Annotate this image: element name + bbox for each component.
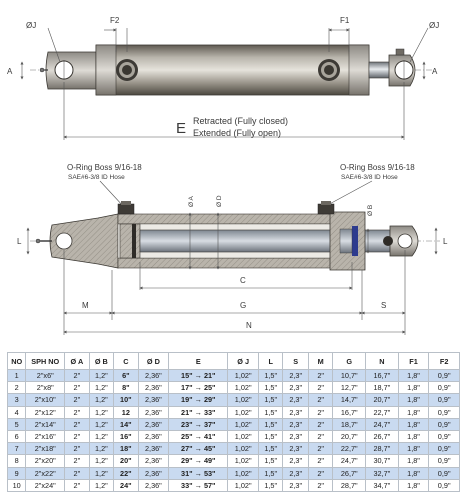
table-cell: 16" bbox=[114, 430, 138, 442]
table-cell: 1,8" bbox=[398, 394, 429, 406]
table-cell: 2,3" bbox=[283, 443, 309, 455]
table-cell: 0,9" bbox=[429, 370, 460, 382]
table-cell: 25" → 41" bbox=[169, 430, 228, 442]
table-cell: 29" → 49" bbox=[169, 455, 228, 467]
table-cell: 8" bbox=[114, 382, 138, 394]
table-cell: 2" bbox=[308, 455, 332, 467]
table-cell: 1,5" bbox=[258, 382, 282, 394]
header-cell: Ø D bbox=[138, 353, 169, 370]
table-cell: 28,7" bbox=[333, 479, 366, 491]
table-cell: 1,2" bbox=[89, 455, 113, 467]
table-cell: 2,36" bbox=[138, 370, 169, 382]
table-cell: 1,8" bbox=[398, 479, 429, 491]
table-cell: 1,2" bbox=[89, 443, 113, 455]
dim-a-right: A bbox=[432, 67, 438, 76]
table-cell: 2,3" bbox=[283, 430, 309, 442]
table-row bbox=[8, 394, 460, 406]
table-cell: 24,7" bbox=[366, 418, 399, 430]
top-view bbox=[7, 16, 439, 140]
header-cell: Ø J bbox=[228, 353, 259, 370]
extended-label: Extended (Fully open) bbox=[193, 128, 282, 138]
table-cell: 0,9" bbox=[429, 382, 460, 394]
header-cell: E bbox=[169, 353, 228, 370]
table-cell: 0,9" bbox=[429, 467, 460, 479]
table-cell: 2" bbox=[308, 370, 332, 382]
table-cell: 1,02" bbox=[228, 467, 259, 479]
table-cell: 1,8" bbox=[398, 406, 429, 418]
header-cell: G bbox=[333, 353, 366, 370]
table-cell: 34,7" bbox=[366, 479, 399, 491]
table-cell: 1,02" bbox=[228, 430, 259, 442]
table-cell: 2" bbox=[65, 430, 89, 442]
table-cell: 0,9" bbox=[429, 455, 460, 467]
table-cell: 1,2" bbox=[89, 430, 113, 442]
header-cell: N bbox=[366, 353, 399, 370]
table-cell: 1,5" bbox=[258, 467, 282, 479]
table-cell: 0,9" bbox=[429, 406, 460, 418]
table-cell: 3 bbox=[8, 394, 26, 406]
table-cell: 2" bbox=[308, 443, 332, 455]
table-cell: 1,02" bbox=[228, 406, 259, 418]
table-row bbox=[8, 418, 460, 430]
table-cell: 5 bbox=[8, 418, 26, 430]
table-cell: 4 bbox=[8, 406, 26, 418]
table-cell: 2"x8" bbox=[26, 382, 65, 394]
table-cell: 19" → 29" bbox=[169, 394, 228, 406]
table-cell: 2" bbox=[308, 430, 332, 442]
dim-phi-j-left: ØJ bbox=[26, 21, 37, 30]
table-row bbox=[8, 382, 460, 394]
header-cell: F2 bbox=[429, 353, 460, 370]
table-cell: 1,02" bbox=[228, 443, 259, 455]
table-cell: 2,36" bbox=[138, 406, 169, 418]
dim-s: S bbox=[381, 301, 387, 310]
table-cell: 2" bbox=[65, 406, 89, 418]
header-cell: S bbox=[283, 353, 309, 370]
table-cell: 1,5" bbox=[258, 370, 282, 382]
table-cell: 7 bbox=[8, 443, 26, 455]
dim-f1: F1 bbox=[340, 16, 350, 25]
table-cell: 1,8" bbox=[398, 382, 429, 394]
table-cell: 2" bbox=[65, 479, 89, 491]
table-cell: 2" bbox=[308, 479, 332, 491]
table-cell: 1,02" bbox=[228, 394, 259, 406]
table-cell: 16,7" bbox=[333, 406, 366, 418]
table-cell: 1,8" bbox=[398, 418, 429, 430]
table-cell: 2,36" bbox=[138, 443, 169, 455]
table-cell: 2,3" bbox=[283, 479, 309, 491]
table-cell: 2" bbox=[308, 467, 332, 479]
table-cell: 22" bbox=[114, 467, 138, 479]
table-cell: 1,02" bbox=[228, 370, 259, 382]
table-cell: 1,5" bbox=[258, 418, 282, 430]
table-cell: 1,2" bbox=[89, 418, 113, 430]
table-cell: 0,9" bbox=[429, 418, 460, 430]
table-cell: 2"x20" bbox=[26, 455, 65, 467]
section-port-right bbox=[318, 204, 334, 214]
table-cell: 30,7" bbox=[366, 455, 399, 467]
dim-l-left: L bbox=[17, 237, 22, 246]
dim-g: G bbox=[240, 301, 247, 310]
dim-phi-d: Ø D bbox=[216, 195, 223, 207]
header-cell: NO bbox=[8, 353, 26, 370]
table-cell: 18,7" bbox=[366, 382, 399, 394]
table-cell: 2" bbox=[65, 443, 89, 455]
table-cell: 1,5" bbox=[258, 443, 282, 455]
table-cell: 20" bbox=[114, 455, 138, 467]
header-cell: SPH NO bbox=[26, 353, 65, 370]
table-cell: 1,8" bbox=[398, 430, 429, 442]
table-cell: 2"x12" bbox=[26, 406, 65, 418]
table-cell: 2"x16" bbox=[26, 430, 65, 442]
table-row bbox=[8, 479, 460, 491]
dim-c: C bbox=[240, 276, 246, 285]
table-cell: 16,7" bbox=[366, 370, 399, 382]
table-cell: 1,2" bbox=[89, 467, 113, 479]
table-cell: 22,7" bbox=[366, 406, 399, 418]
table-cell: 1,2" bbox=[89, 382, 113, 394]
table-cell: 20,7" bbox=[366, 394, 399, 406]
table-cell: 24" bbox=[114, 479, 138, 491]
table-cell: 6" bbox=[114, 370, 138, 382]
section-view bbox=[17, 163, 448, 335]
table-cell: 26,7" bbox=[366, 430, 399, 442]
table-cell: 2,36" bbox=[138, 479, 169, 491]
table-cell: 15" → 21" bbox=[169, 370, 228, 382]
table-cell: 1,5" bbox=[258, 394, 282, 406]
port-right-title: O-Ring Boss 9/16-18 bbox=[340, 163, 415, 172]
spec-table bbox=[7, 352, 460, 492]
header-cell: Ø B bbox=[89, 353, 113, 370]
table-cell: 1,02" bbox=[228, 455, 259, 467]
table-cell: 2" bbox=[308, 394, 332, 406]
table-cell: 12,7" bbox=[333, 382, 366, 394]
table-cell: 2" bbox=[65, 455, 89, 467]
table-cell: 2"x22" bbox=[26, 467, 65, 479]
table-cell: 10,7" bbox=[333, 370, 366, 382]
port-left bbox=[116, 59, 138, 81]
port-right-sub: SAE#6-3/8 ID Hose bbox=[341, 174, 398, 181]
table-cell: 2"x10" bbox=[26, 394, 65, 406]
table-cell: 2,3" bbox=[283, 370, 309, 382]
header-cell: Ø A bbox=[65, 353, 89, 370]
table-cell: 1,8" bbox=[398, 455, 429, 467]
table-cell: 14" bbox=[114, 418, 138, 430]
table-cell: 9 bbox=[8, 467, 26, 479]
table-cell: 2,3" bbox=[283, 406, 309, 418]
table-cell: 2,3" bbox=[283, 382, 309, 394]
table-cell: 2,36" bbox=[138, 382, 169, 394]
table-cell: 21" → 33" bbox=[169, 406, 228, 418]
table-cell: 2,36" bbox=[138, 430, 169, 442]
dim-f2: F2 bbox=[110, 16, 120, 25]
table-cell: 2,36" bbox=[138, 394, 169, 406]
table-cell: 1,5" bbox=[258, 406, 282, 418]
dim-phi-b: Ø B bbox=[367, 204, 374, 216]
table-cell: 2,36" bbox=[138, 455, 169, 467]
table-cell: 1,02" bbox=[228, 382, 259, 394]
table-cell: 2" bbox=[65, 418, 89, 430]
table-cell: 2" bbox=[65, 394, 89, 406]
table-cell: 10" bbox=[114, 394, 138, 406]
table-cell: 1,5" bbox=[258, 455, 282, 467]
table-cell: 17" → 25" bbox=[169, 382, 228, 394]
piston-rod bbox=[369, 62, 391, 78]
table-cell: 0,9" bbox=[429, 430, 460, 442]
retracted-label: Retracted (Fully closed) bbox=[193, 116, 289, 126]
dim-m: M bbox=[82, 301, 89, 310]
table-cell: 0,9" bbox=[429, 479, 460, 491]
section-port-left bbox=[118, 204, 134, 214]
table-cell: 0,9" bbox=[429, 394, 460, 406]
table-cell: 2,3" bbox=[283, 418, 309, 430]
table-row bbox=[8, 406, 460, 418]
table-cell: 26,7" bbox=[333, 467, 366, 479]
table-cell: 24,7" bbox=[333, 455, 366, 467]
header-cell: M bbox=[308, 353, 332, 370]
table-row bbox=[8, 443, 460, 455]
table-cell: 0,9" bbox=[429, 443, 460, 455]
table-cell: 1,2" bbox=[89, 370, 113, 382]
dim-e-letter: E bbox=[176, 120, 187, 137]
dim-phi-a: Ø A bbox=[188, 196, 195, 207]
table-cell: 8 bbox=[8, 455, 26, 467]
table-cell: 1,2" bbox=[89, 394, 113, 406]
table-cell: 33" → 57" bbox=[169, 479, 228, 491]
table-cell: 2,36" bbox=[138, 418, 169, 430]
dim-phi-j-right: ØJ bbox=[429, 21, 440, 30]
dim-a-left: A bbox=[7, 67, 13, 76]
table-cell: 18,7" bbox=[333, 418, 366, 430]
table-cell: 2" bbox=[65, 467, 89, 479]
table-cell: 2,36" bbox=[138, 467, 169, 479]
table-cell: 1,8" bbox=[398, 443, 429, 455]
table-cell: 20,7" bbox=[333, 430, 366, 442]
table-cell: 18" bbox=[114, 443, 138, 455]
table-cell: 1,02" bbox=[228, 418, 259, 430]
table-cell: 1,2" bbox=[89, 406, 113, 418]
table-cell: 2,3" bbox=[283, 467, 309, 479]
table-cell: 12 bbox=[114, 406, 138, 418]
table-row bbox=[8, 430, 460, 442]
table-cell: 1,8" bbox=[398, 370, 429, 382]
header-cell: F1 bbox=[398, 353, 429, 370]
header-cell: C bbox=[114, 353, 138, 370]
table-cell: 14,7" bbox=[333, 394, 366, 406]
table-cell: 23" → 37" bbox=[169, 418, 228, 430]
dim-l-right: L bbox=[443, 237, 448, 246]
table-cell: 2" bbox=[308, 418, 332, 430]
port-right bbox=[318, 59, 340, 81]
table-cell: 2"x6" bbox=[26, 370, 65, 382]
table-cell: 2" bbox=[308, 382, 332, 394]
table-cell: 1,5" bbox=[258, 430, 282, 442]
table-cell: 22,7" bbox=[333, 443, 366, 455]
table-row bbox=[8, 370, 460, 382]
table-cell: 1,5" bbox=[258, 479, 282, 491]
table-cell: 2" bbox=[308, 406, 332, 418]
table-cell: 1,8" bbox=[398, 467, 429, 479]
table-header-row bbox=[8, 353, 460, 370]
table-cell: 32,7" bbox=[366, 467, 399, 479]
table-cell: 2" bbox=[65, 370, 89, 382]
table-cell: 27" → 45" bbox=[169, 443, 228, 455]
table-cell: 1,02" bbox=[228, 479, 259, 491]
table-cell: 2 bbox=[8, 382, 26, 394]
table-cell: 2"x24" bbox=[26, 479, 65, 491]
table-cell: 10 bbox=[8, 479, 26, 491]
table-cell: 2"x18" bbox=[26, 443, 65, 455]
table-cell: 31" → 53" bbox=[169, 467, 228, 479]
section-piston bbox=[120, 224, 140, 258]
port-left-title: O-Ring Boss 9/16-18 bbox=[67, 163, 142, 172]
table-row bbox=[8, 455, 460, 467]
table-cell: 2,3" bbox=[283, 394, 309, 406]
table-cell: 1,2" bbox=[89, 479, 113, 491]
port-left-sub: SAE#6-3/8 ID Hose bbox=[68, 174, 125, 181]
table-cell: 6 bbox=[8, 430, 26, 442]
table-cell: 2,3" bbox=[283, 455, 309, 467]
dim-n: N bbox=[246, 321, 252, 330]
table-cell: 2"x14" bbox=[26, 418, 65, 430]
table-cell: 2" bbox=[65, 382, 89, 394]
table-row bbox=[8, 467, 460, 479]
table-cell: 28,7" bbox=[366, 443, 399, 455]
header-cell: L bbox=[258, 353, 282, 370]
table-cell: 1 bbox=[8, 370, 26, 382]
